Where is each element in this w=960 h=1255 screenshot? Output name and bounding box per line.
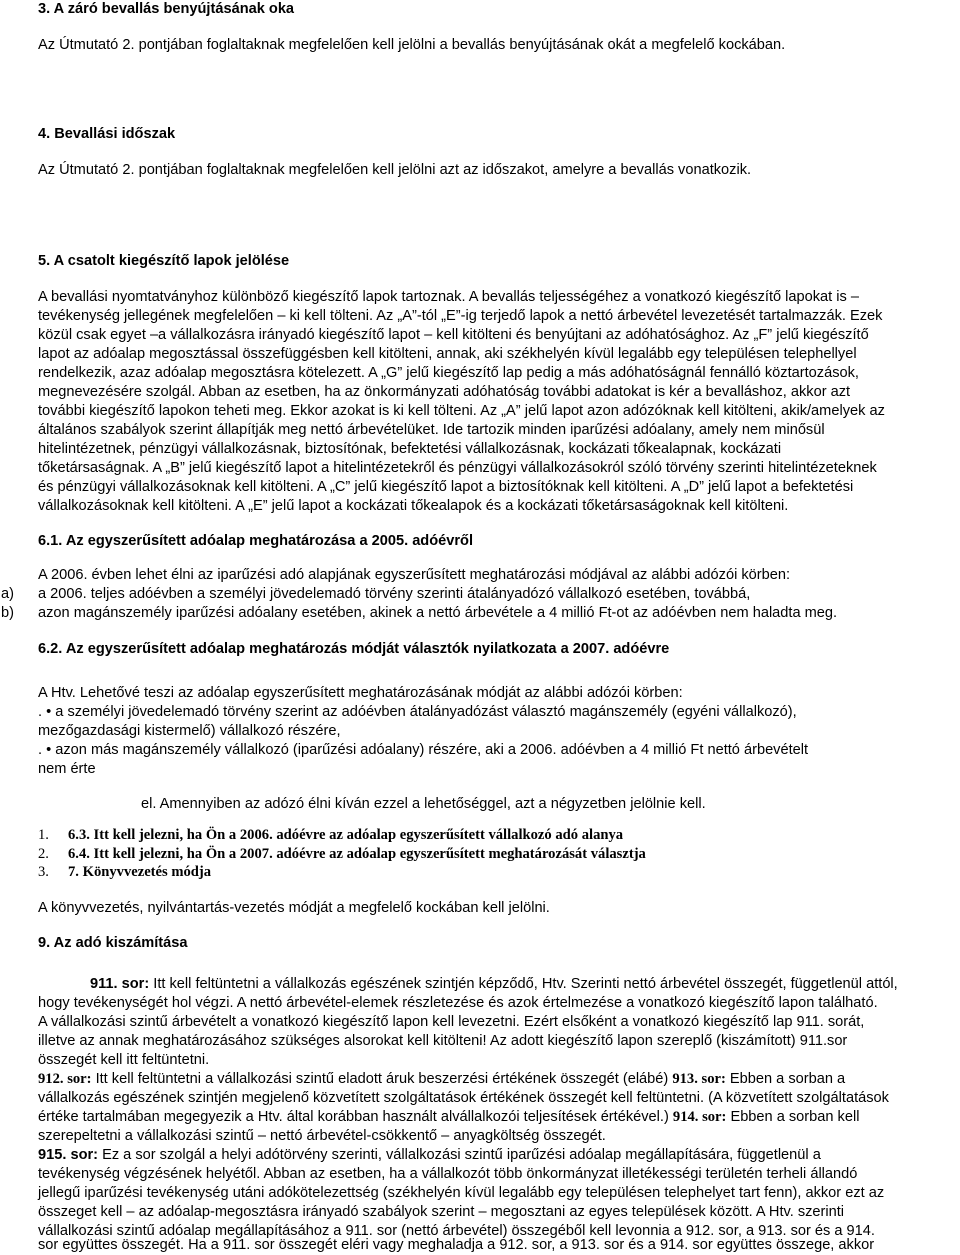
section-9-heading: 9. Az adó kiszámítása	[38, 935, 188, 951]
list-item-a: a 2006. teljes adóévben a személyi jövedelemadó törvény szerinti átalányadózó vállalkozó esetében, továbbá,	[38, 586, 751, 602]
list-label-a: a)	[1, 586, 14, 602]
numbered-item-text: 6.4. Itt kell jelezni, ha Ön a 2007. adóévre az adóalap egyszerűsített meghatározását választja	[68, 846, 646, 862]
section-4-text: Az Útmutató 2. pontjában foglaltaknak megfelelően kell jelölni azt az időszakot, amelyre a bevallás vonatkozik.	[38, 162, 752, 178]
section-5-line: tőketársaságnak. A „B” jelű kiegészítő lapot a hitelintézetekről és pénzügyi vállalkozásokról szóló törvény szerinti hitelintézeteknek	[38, 460, 877, 476]
section-5-line: hitelintézetnek, pénzügyi vállalkozásnak, biztosítónak, befektetési vállalkozásnak, kockázati tőkealapnak, kockázati	[38, 441, 782, 457]
row-915-line: jellegű iparűzési tevékenység utáni adókötelezettség (székhelyén kívül legalább egy településen telephelyet tart fenn), akkor ezt az	[38, 1185, 885, 1201]
row-915-label: 915. sor:	[38, 1147, 99, 1163]
row-912-first-line: 912. sor: Itt kell feltüntetni a vállalkozási szintű eladott áruk beszerzési értékének összegét (elábé) 913. sor: Ebben a sorban a	[38, 1071, 846, 1087]
section-5-line: A bevallási nyomtatványhoz különböző kiegészítő lapok tartoznak. A bevallás teljességéhez a vonatkozó kiegészítő lapokat is –	[38, 289, 859, 305]
row-912-line: vállalkozás egészének szintjén megjelenő közvetített szolgáltatások értékének összegét kell feltüntetni. (A közvetített szolgáltatások	[38, 1090, 889, 1106]
numbered-item-text: 7. Könyvvezetés módja	[68, 864, 212, 880]
section-6-2-continuation: el. Amennyiben az adózó élni kíván ezzel a lehetőséggel, azt a négyzetben jelölnie kell.	[141, 796, 706, 812]
section-5-line: vállalkozásoknak kell kitölteni. A „E” jelű lapot a kockázati tőkealapok és a kockázati tőketársaságoknak kell kitölteni.	[38, 498, 789, 514]
section-6-2-bullet-cont: mezőgazdasági kistermelő) vállalkozó részére,	[38, 723, 341, 739]
row-912-line-with-914: értéke tartalmában megegyezik a Htv. által korábban használt alvállalkozói teljesítések értékével.) 914. sor: Ebben a sorban kell	[38, 1109, 860, 1125]
row-915-line: vállalkozási szintű adóalap megállapításához a 911. sor (nettó árbevétel) összegéből kell levonnia a 912. sor, a 913. sor és a 914.	[38, 1223, 875, 1239]
section-6-2-bullet: . • a személyi jövedelemadó törvény szerint az adóévben átalányadózást választó magánszemély (egyéni vállalkozó),	[38, 704, 797, 720]
section-3-heading: 3. A záró bevallás benyújtásának oka	[38, 1, 295, 17]
section-6-2-heading: 6.2. Az egyszerűsített adóalap meghatározás módját választók nyilatkozata a 2007. adóévre	[38, 641, 670, 657]
row-915-first-line: 915. sor: Ez a sor szolgál a helyi adótörvény szerinti, vállalkozási szintű iparűzési adóalap megállapítására, függetlenül a	[38, 1147, 821, 1163]
row-912-label: 912. sor:	[38, 1071, 92, 1087]
section-5-line: közül csak egyet –a vállalkozásra irányadó kiegészítő lapot – kell kitölteni és benyújtani az adóhatósághoz. Az „F” jelű kiegészítő	[38, 327, 869, 343]
section-5-heading: 5. A csatolt kiegészítő lapok jelölése	[38, 253, 290, 269]
section-6-1-heading: 6.1. Az egyszerűsített adóalap meghatározása a 2005. adóévről	[38, 533, 474, 549]
section-6-2-intro: A Htv. Lehetővé teszi az adóalap egyszerűsített meghatározásának módját az alábbi adózói körben:	[38, 685, 683, 701]
row-911-line: A vállalkozási szintű árbevételt a vonatkozó kiegészítő lapon kell levezetni. Ezért elsőként a vonatkozó kiegészítő lap 911. sorát,	[38, 1014, 865, 1030]
row-914-label: 914. sor:	[672, 1109, 727, 1125]
section-6-2-bullet: . • azon más magánszemély vállalkozó (iparűzési adóalany) részére, aki a 2006. adóévben a 4 millió Ft nettó árbevételt	[38, 742, 809, 758]
row-911-label: 911. sor:	[90, 976, 150, 992]
row-911-line: összegét kell itt feltüntetni.	[38, 1052, 210, 1068]
section-5-line: rendelkezik, azaz adóalap megosztásra kötelezett. A „G” jelű kiegészítő lap pedig a más adóhatóságnál fennálló köztartozások,	[38, 365, 859, 381]
section-5-line: és pénzügyi vállalkozásoknak kell kitölteni. A „C” jelű kiegészítő lapot a biztosítóknak kell kitölteni. A „D” jelű lapot a befektetési	[38, 479, 854, 495]
section-5-line: általános szabályok szerint állapítják meg nettó árbevételüket. Ide tartozik minden iparűzési adóalany, amely nem minősül	[38, 422, 825, 438]
section-3-text: Az Útmutató 2. pontjában foglaltaknak megfelelően kell jelölni a bevallás benyújtásának okát a megfelelő kockában.	[38, 37, 786, 53]
row-911-line: hogy tevékenységét hol végzi. A nettó árbevétel-elemek részletezése és azok értelmezése a vonatkozó kiegészítő lapon található.	[38, 995, 878, 1011]
numbered-item-number: 3.	[38, 864, 49, 880]
row-915-line: tevékenység végzésének helyétől. Abban az esetben, ha a vállalkozót több önkormányzat illetékességi területén terheli állandó	[38, 1166, 858, 1182]
section-6-1-intro: A 2006. évben lehet élni az iparűzési adó alapjának egyszerűsített meghatározási módjával az alábbi adózói körben:	[38, 567, 791, 583]
row-911-first-line: 911. sor: Itt kell feltüntetni a vállalkozás egészének szintjén képződő, Htv. Szerinti nettó árbevétel összegét, függetlenül attól,	[90, 976, 898, 992]
section-5-line: tevékenység jellegének megfelelően – ki kell tölteni. Az „A”-tól „E”-ig terjedő lapok a nettó árbevétel levezetését tartalmazzák. Ezek	[38, 308, 883, 324]
row-915-line: összeget kell – az adóalap-megosztásra irányadó szabályok szerint – megosztani az egyes települések között. A Htv. szerinti	[38, 1204, 845, 1220]
section-7-text: A könyvvezetés, nyilvántartás-vezetés módját a megfelelő kockában kell jelölni.	[38, 900, 550, 916]
section-5-line: megnevezésére szolgál. Abban az esetben, ha az önkormányzati adóhatóság további adatokat is kér a bevalláshoz, akkor azt	[38, 384, 851, 400]
section-5-line: lapot az adóalap megosztással összefüggésben kell kitölteni, annak, aki székhelyén kívül legalább egy településen telephellyel	[38, 346, 857, 362]
list-label-b: b)	[1, 605, 14, 621]
numbered-item-number: 2.	[38, 846, 49, 862]
section-5-line: további kiegészítő lapokon teheti meg. Ekkor azokat is ki kell tölteni. Az „A” jelű lapot azon adózóknak kell kitölteni, akik/amelyek az	[38, 403, 885, 419]
list-item-b: azon magánszemély iparűzési adóalany esetében, akinek a nettó árbevétele a 4 millió Ft-ot az adóévben nem haladta meg.	[38, 605, 838, 621]
section-4-heading: 4. Bevallási időszak	[38, 126, 176, 142]
row-915-line: sor együttes összegét. Ha a 911. sor összegét eléri vagy meghaladja a 912. sor, a 913. sor és a 914. sor együttes összege, akkor	[38, 1237, 875, 1253]
row-911-line: illetve az annak meghatározásához szükséges alsorokat kell kitölteni! Az adott kiegészítő lapon szereplő (kiszámított) 911.sor	[38, 1033, 848, 1049]
row-914-line: szerepeltetni a vállalkozási szintű – nettó árbevétel-csökkentő – anyagköltség összegét.	[38, 1128, 606, 1144]
numbered-item-text: 6.3. Itt kell jelezni, ha Ön a 2006. adóévre az adóalap egyszerűsített vállalkozó adó alanya	[68, 827, 624, 843]
numbered-item-number: 1.	[38, 827, 49, 843]
section-6-2-bullet-cont: nem érte	[38, 761, 96, 777]
row-913-label: 913. sor:	[672, 1071, 726, 1087]
